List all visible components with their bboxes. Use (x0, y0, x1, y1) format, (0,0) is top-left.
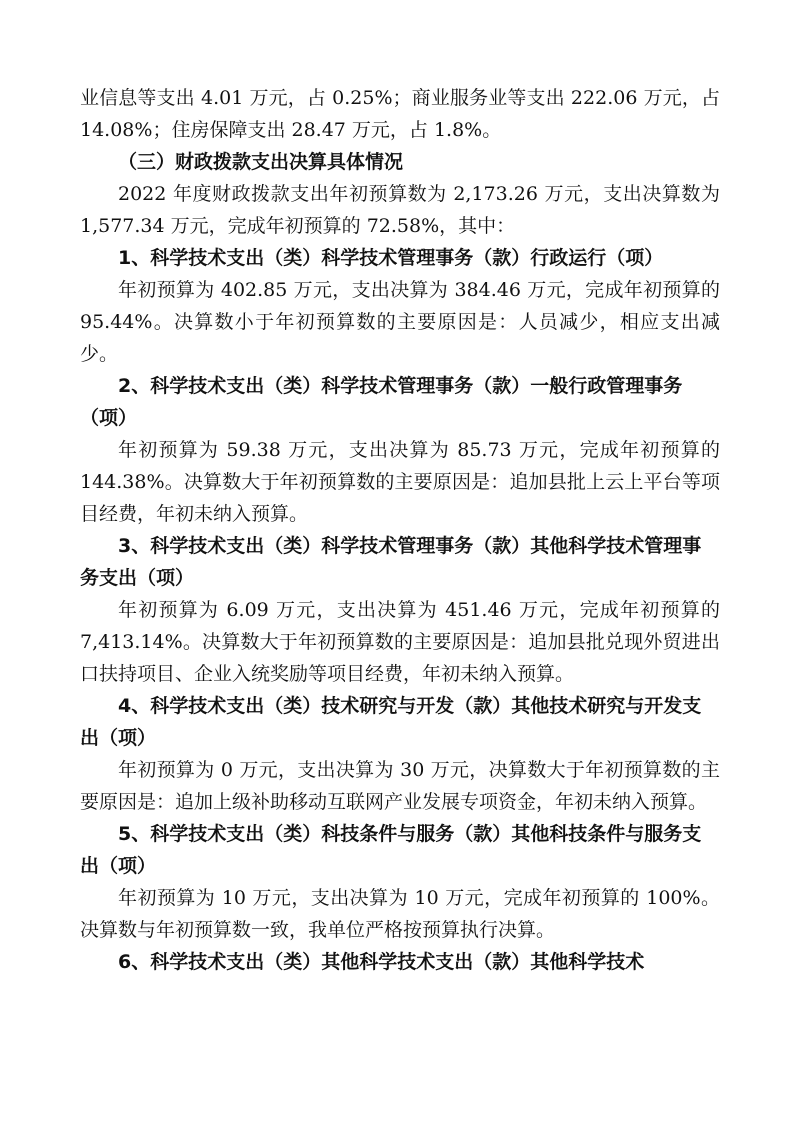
item-heading-3: 3、科学技术支出（类）科学技术管理事务（款）其他科学技术管理事务支出（项） (80, 535, 702, 589)
paragraph-summary: 2022 年度财政拨款支出年初预算数为 2,173.26 万元，支出决算数为 1,577.34 万元，完成年初预算的 72.58%，其中： (80, 183, 720, 237)
item-body-3: 年初预算为 6.09 万元，支出决算为 451.46 万元，完成年初预算的 7,413.14%。决算数大于年初预算数的主要原因是：追加县批兑现外贸进出口扶持项目、企业入统奖励等项目经费，年初未纳入预算。 (80, 599, 720, 685)
document-body (80, 82, 720, 978)
item-heading-2: 2、科学技术支出（类）科学技术管理事务（款）一般行政管理事务（项） (80, 375, 683, 429)
item-heading-6: 6、科学技术支出（类）其他科学技术支出（款）其他科学技术 (118, 951, 645, 973)
item-heading-5: 5、科学技术支出（类）科技条件与服务（款）其他科技条件与服务支出（项） (80, 823, 702, 877)
item-body-2: 年初预算为 59.38 万元，支出决算为 85.73 万元，完成年初预算的 144.38%。决算数大于年初预算数的主要原因是：追加县批上云上平台等项目经费，年初未纳入预算。 (80, 439, 720, 525)
item-heading-1: 1、科学技术支出（类）科学技术管理事务（款）行政运行（项） (118, 247, 664, 269)
item-heading-4: 4、科学技术支出（类）技术研究与开发（款）其他技术研究与开发支出（项） (80, 695, 702, 749)
item-body-5: 年初预算为 10 万元，支出决算为 10 万元，完成年初预算的 100%。决算数与年初预算数一致，我单位严格按预算执行决算。 (80, 887, 720, 941)
paragraph-continuation: 业信息等支出 4.01 万元，占 0.25%；商业服务业等支出 222.06 万元，占 14.08%；住房保障支出 28.47 万元，占 1.8%。 (80, 87, 720, 141)
item-body-4: 年初预算为 0 万元，支出决算为 30 万元，决算数大于年初预算数的主要原因是：追加上级补助移动互联网产业发展专项资金，年初未纳入预算。 (80, 759, 720, 813)
item-body-1: 年初预算为 402.85 万元，支出决算为 384.46 万元，完成年初预算的 95.44%。决算数小于年初预算数的主要原因是：人员减少，相应支出减少。 (80, 279, 720, 365)
section-heading-3: （三）财政拨款支出决算具体情况 (118, 151, 404, 173)
